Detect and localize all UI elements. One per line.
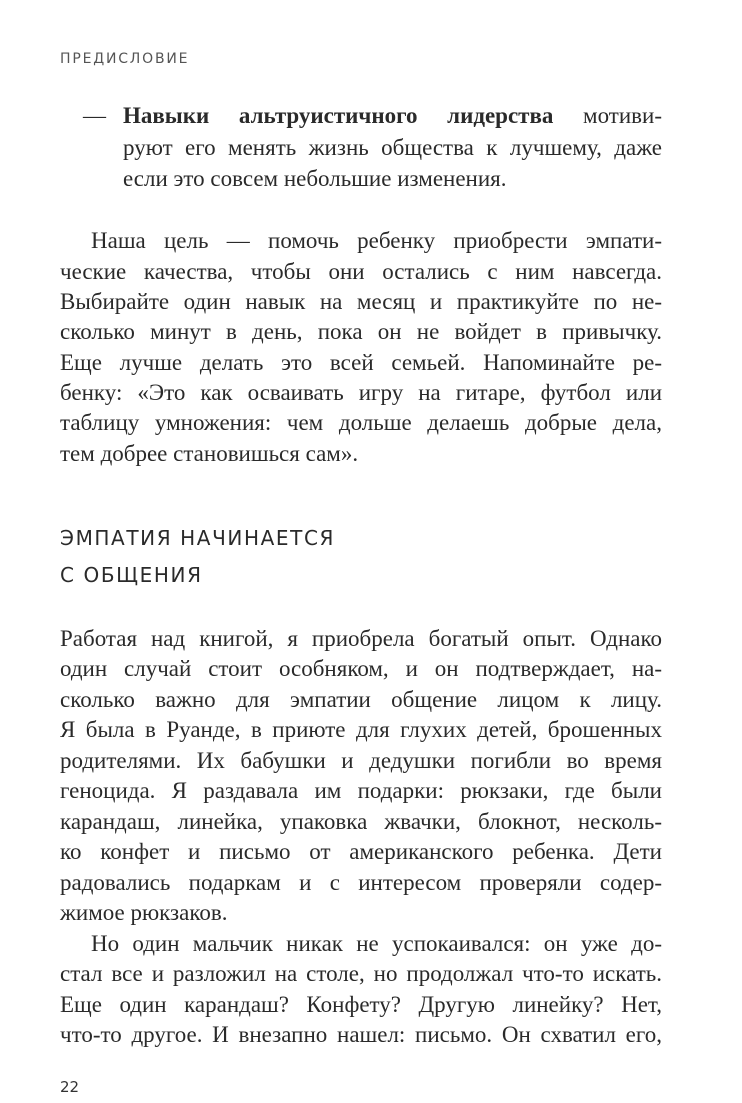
bullet-dash: — (83, 103, 106, 128)
paragraph-line: жимое рюкзаков. (60, 900, 228, 925)
paragraph-line: бенку: «Это как осваивать игру на гитаре, футбол или (60, 380, 662, 405)
paragraph-line: карандаш, линейка, упаковка жвачки, блокнот, несколь- (60, 809, 662, 834)
bullet-bold-lead: Навыки альтруистичного лидерства (123, 103, 554, 128)
paragraph-line: Выбирайте один навык на месяц и практикуйте по не- (60, 289, 662, 314)
paragraph-line: что-то другое. И внезапно нашел: письмо. Он схватил его, (60, 1022, 662, 1047)
paragraph-line: ческие качества, чтобы они остались с ним навсегда. (60, 259, 662, 284)
paragraph-line: геноцида. Я раздавала им подарки: рюкзаки, где были (60, 778, 662, 803)
paragraph-line: тем добрее становишься сам». (60, 441, 359, 466)
running-head: ПРЕДИСЛОВИЕ (60, 51, 190, 67)
paragraph-line: Работая над книгой, я приобрела богатый опыт. Однако (60, 626, 662, 651)
paragraph-line: ко конфет и письмо от американского ребенка. Дети (60, 839, 662, 864)
paragraph-line: радовались подаркам и с интересом проверяли содер- (60, 870, 662, 895)
paragraph-line: Еще один карандаш? Конфету? Другую линейку? Нет, (60, 992, 662, 1017)
paragraph-line: один случай стоит особняком, и он подтверждает, на- (60, 656, 662, 681)
paragraph-line: таблицу умножения: чем дольше делаешь добрые дела, (60, 410, 662, 435)
bullet-line: если это совсем небольшие изменения. (123, 166, 507, 191)
paragraph-line: Наша цель — помочь ребенку приобрести эмпати- (91, 228, 662, 253)
paragraph-line: Еще лучше делать это всей семьей. Напоминайте ре- (60, 350, 662, 375)
section-heading-line: ЭМПАТИЯ НАЧИНАЕТСЯ (60, 526, 336, 550)
paragraph-line: сколько минут в день, пока он не войдет в привычку. (60, 319, 662, 344)
paragraph-line: сколько важно для эмпатии общение лицом к лицу. (60, 687, 662, 712)
paragraph-line: Я была в Руанде, в приюте для глухих детей, брошенных (60, 717, 662, 742)
section-heading-line: С ОБЩЕНИЯ (60, 563, 203, 587)
bullet-line (123, 100, 662, 131)
page-number: 22 (60, 1078, 80, 1096)
bullet-line: руют его менять жизнь общества к лучшему, даже (123, 135, 662, 160)
paragraph-line: родителями. Их бабушки и дедушки погибли во время (60, 748, 662, 773)
bullet-line-rest: мотиви- (553, 103, 662, 128)
paragraph-line: стал все и разложил на столе, но продолжал что-то искать. (60, 961, 662, 986)
paragraph-line: Но один мальчик никак не успокаивался: он уже до- (91, 931, 662, 956)
